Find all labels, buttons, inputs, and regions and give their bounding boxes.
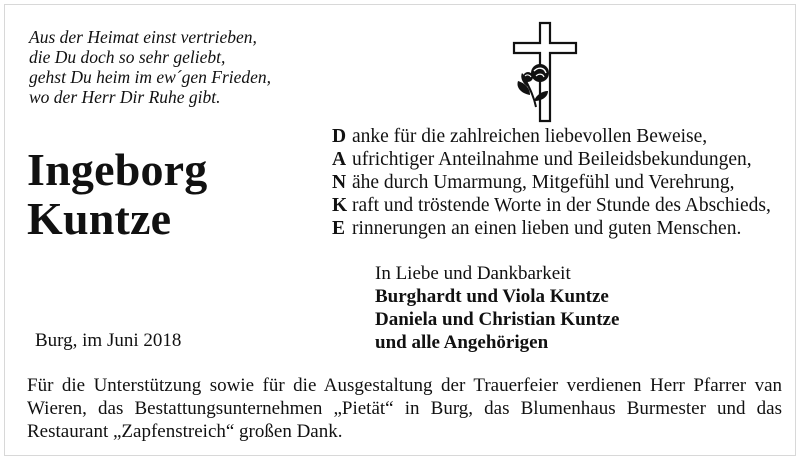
signers-block <box>375 262 619 354</box>
obituary-notice <box>4 4 796 456</box>
poem-line: gehst Du heim im ew´gen Frieden, <box>29 67 272 87</box>
thanks-line <box>332 194 771 217</box>
cross-with-rose-icon <box>510 21 580 123</box>
acrostic-text: rinnerungen an einen lieben und guten Menschen. <box>352 218 742 239</box>
acrostic-initial: A <box>332 149 347 170</box>
acrostic-initial: E <box>332 218 346 239</box>
last-name: Kuntze <box>27 193 172 244</box>
thanks-line <box>332 171 771 194</box>
poem <box>29 27 271 107</box>
thanks-acrostic <box>332 125 771 240</box>
signer-name: Daniela und Christian Kuntze <box>375 309 620 330</box>
acrostic-text: ufrichtiger Anteilnahme und Beileidsbekundungen, <box>352 149 752 170</box>
acrostic-text: ähe durch Umarmung, Mitgefühl und Verehrung, <box>352 172 735 193</box>
poem-line: wo der Herr Dir Ruhe gibt. <box>29 87 221 107</box>
thanks-line <box>332 148 771 171</box>
signer-name: und alle Angehörigen <box>375 332 549 353</box>
signer-name: Burghardt und Viola Kuntze <box>375 286 609 307</box>
deceased-name <box>27 145 208 243</box>
thanks-line <box>332 217 771 240</box>
acrostic-text: raft und tröstende Worte in der Stunde des Abschieds, <box>352 195 771 216</box>
acrostic-initial: K <box>332 195 348 216</box>
place-and-date: Burg, im Juni 2018 <box>35 330 182 351</box>
poem-line: Aus der Heimat einst vertrieben, <box>29 27 257 47</box>
first-name: Ingeborg <box>27 144 208 195</box>
acrostic-initial: D <box>332 126 347 147</box>
poem-line: die Du doch so sehr geliebt, <box>29 47 226 67</box>
acrostic-initial: N <box>332 172 347 193</box>
acrostic-text: anke für die zahlreichen liebevollen Beweise, <box>352 126 708 147</box>
footer-acknowledgement: Für die Unterstützung sowie für die Ausgestaltung der Trauerfeier verdienen Herr Pfarrer van Wieren, das Bestattungsunternehmen „Pietät“ in Burg, das Blumenhaus Burmester und das Restaurant „Zapfenstreich“ großen Dank. <box>27 375 782 442</box>
signers-intro: In Liebe und Dankbarkeit <box>375 263 571 284</box>
thanks-line <box>332 125 771 148</box>
